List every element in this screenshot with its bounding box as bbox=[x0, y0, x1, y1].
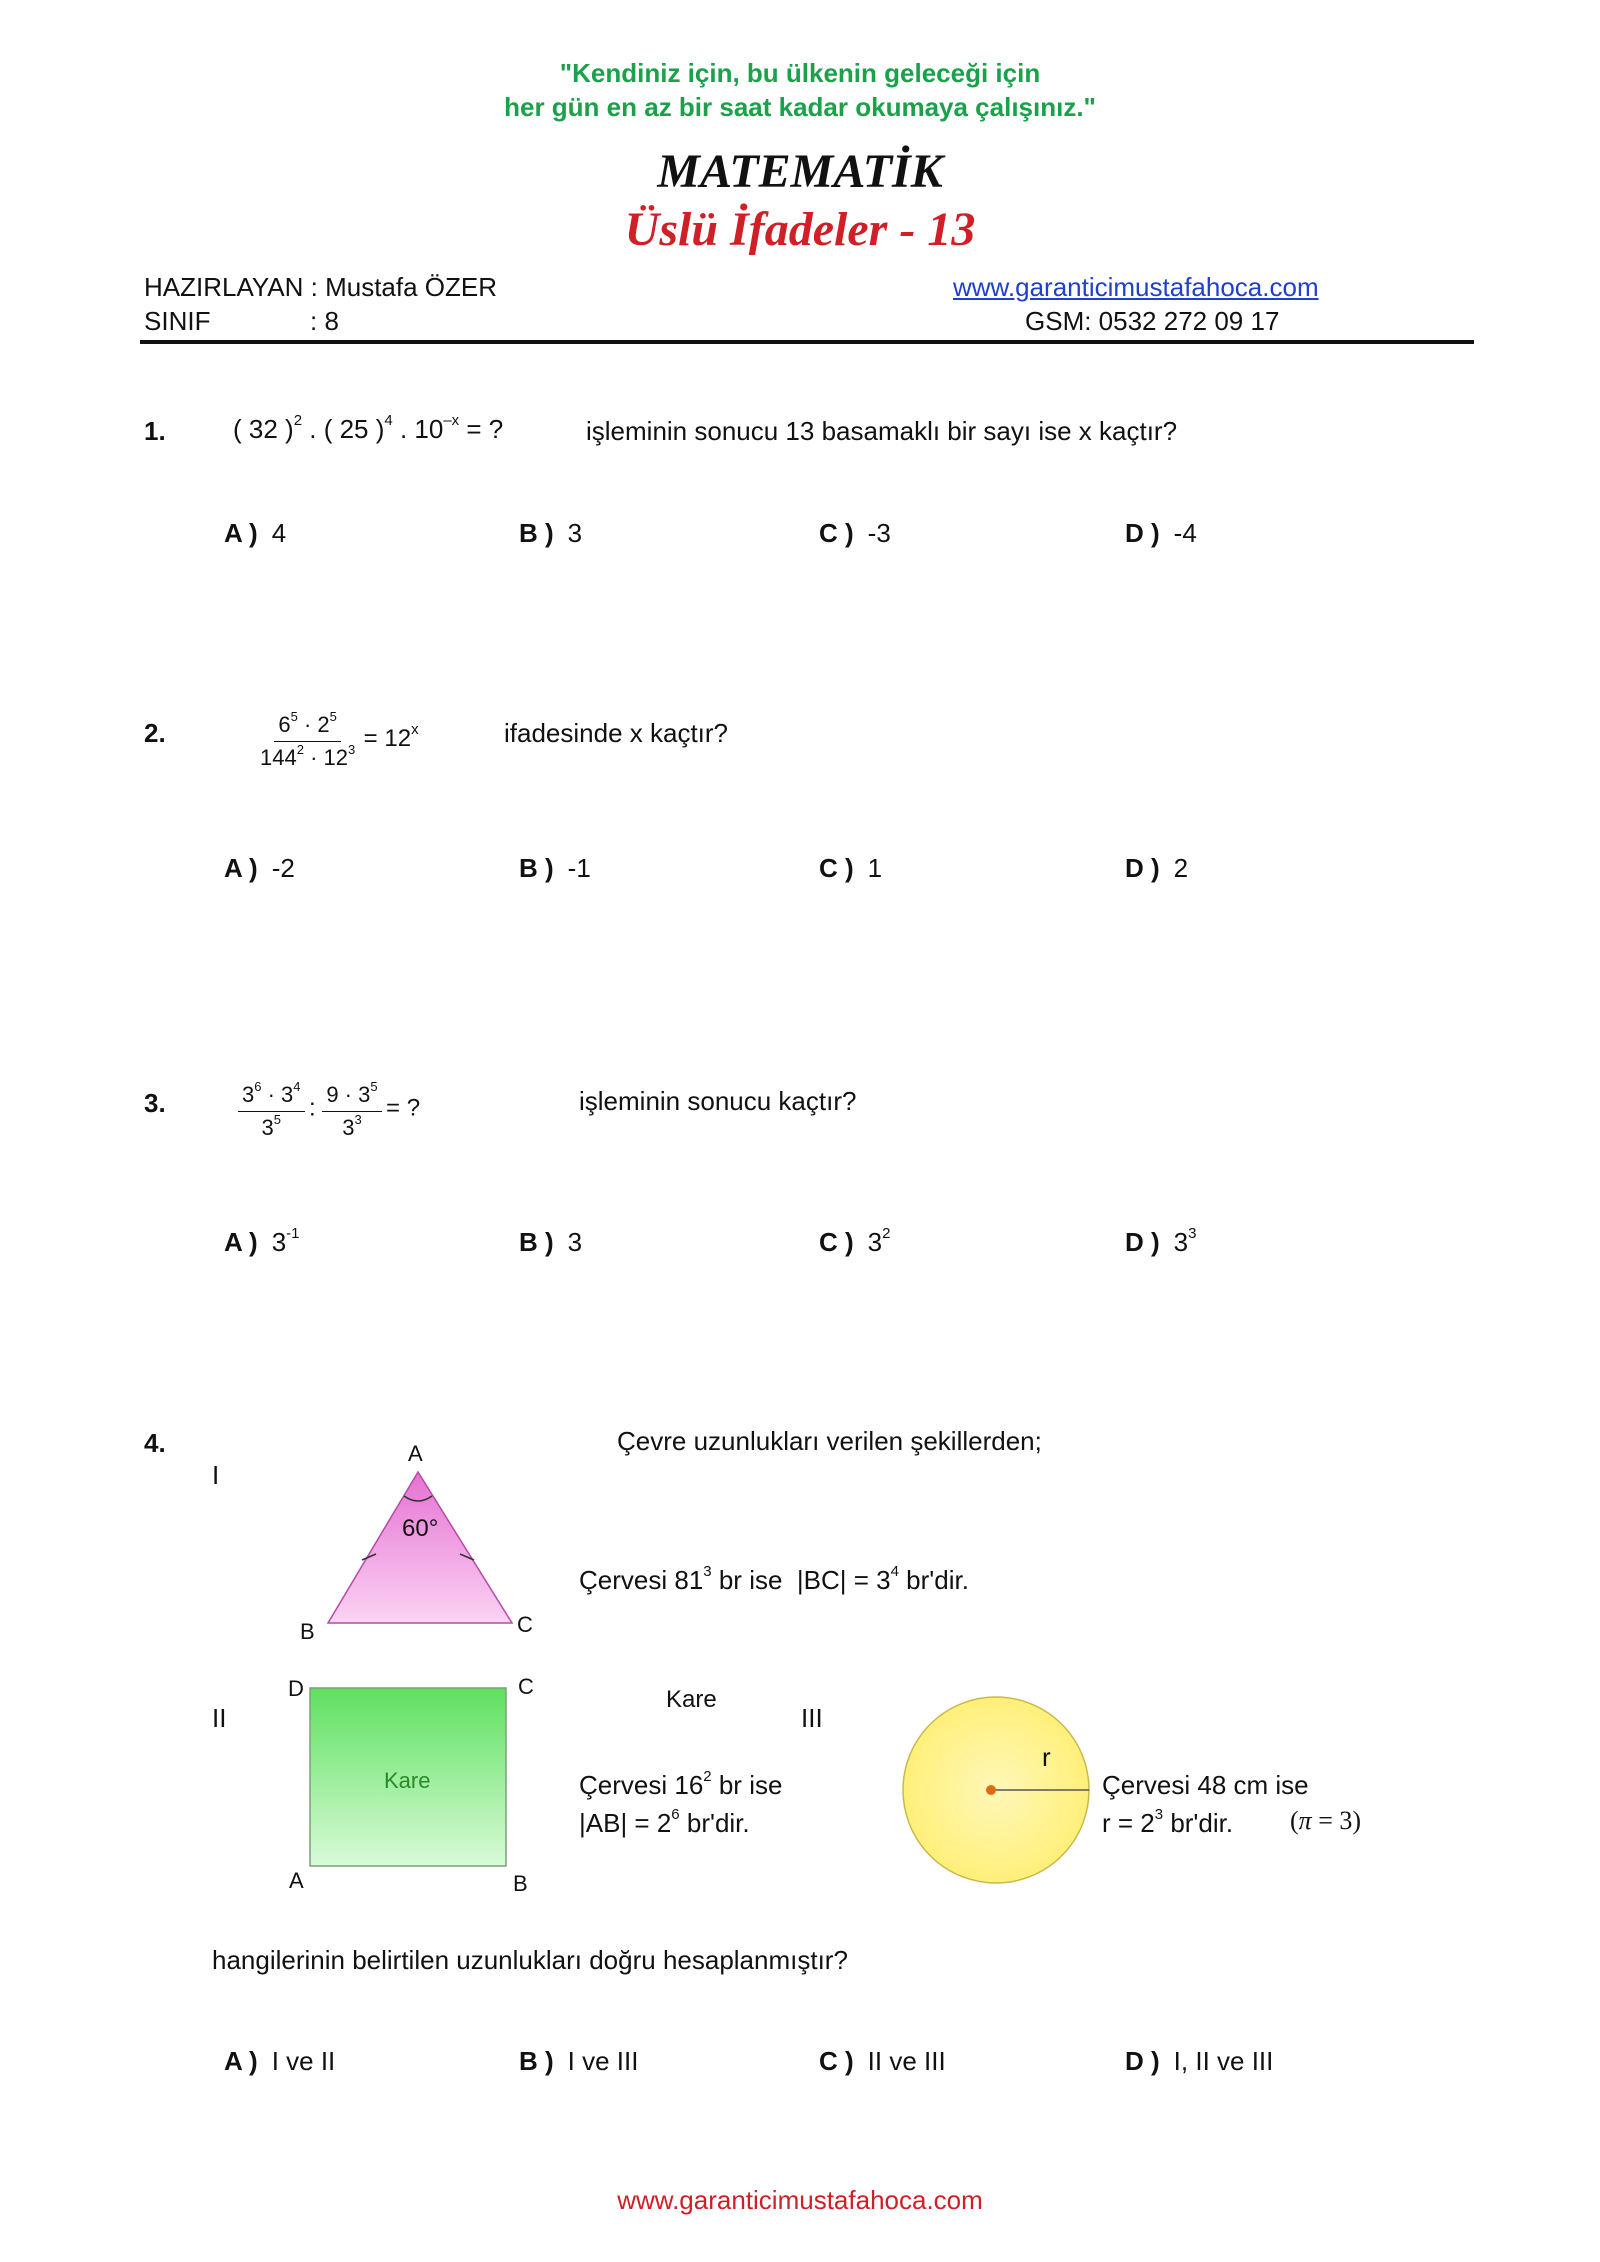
square-caption: Kare bbox=[666, 1686, 717, 1713]
square-vertex-a: A bbox=[289, 1868, 304, 1893]
figure-i-label: I bbox=[212, 1460, 220, 1490]
square-vertex-b: B bbox=[513, 1871, 528, 1896]
motto-line-2: her gün en az bir saat kadar okumaya çalışınız." bbox=[504, 92, 1096, 122]
triangle-vertex-c: C bbox=[517, 1612, 533, 1637]
figure-i-statement: Çervesi $81^3$ br ise $|BC| = 3^4$ br'dir. bbox=[579, 1563, 969, 1595]
topic-title: Üslü İfadeler - 13 bbox=[624, 203, 976, 256]
square-vertex-d: D bbox=[288, 1676, 304, 1701]
gsm-number: GSM: 0532 272 09 17 bbox=[1025, 306, 1280, 336]
circle-figure bbox=[898, 1692, 1094, 1888]
question-3-option-b[interactable]: B ) 3 bbox=[519, 1227, 583, 1257]
motto-line-1: "Kendiniz için, bu ülkenin geleceği için bbox=[559, 58, 1041, 88]
question-1-number: 1. bbox=[144, 416, 166, 446]
figure-ii-statement-1: Çervesi $16^2$ br ise bbox=[579, 1768, 783, 1800]
question-1-option-d[interactable]: D ) -4 bbox=[1125, 518, 1197, 548]
question-3-number: 3. bbox=[144, 1088, 166, 1118]
question-4-option-c[interactable]: C ) II ve III bbox=[819, 2046, 946, 2076]
question-1-text: işleminin sonucu 13 basamaklı bir sayı ise x kaçtır? bbox=[586, 416, 1178, 446]
subject-title: MATEMATİK bbox=[657, 145, 943, 198]
figure-iii-label: III bbox=[801, 1703, 823, 1733]
square-vertex-c: C bbox=[518, 1674, 534, 1699]
question-1-option-a[interactable]: A ) 4 bbox=[224, 518, 287, 548]
triangle-angle-label: 60° bbox=[402, 1515, 439, 1542]
question-3-text: işleminin sonucu kaçtır? bbox=[579, 1086, 857, 1116]
question-4-number: 4. bbox=[144, 1428, 166, 1458]
figure-ii-label: II bbox=[212, 1703, 227, 1733]
question-2-option-d[interactable]: D ) 2 bbox=[1125, 853, 1189, 883]
question-4-intro: Çevre uzunlukları verilen şekillerden; bbox=[617, 1426, 1042, 1456]
circle-radius-label: r bbox=[1042, 1742, 1051, 1772]
question-3-option-d[interactable]: D ) $3^3$ bbox=[1125, 1225, 1197, 1257]
question-2-text: ifadesinde x kaçtır? bbox=[504, 718, 729, 748]
class-label: SINIF bbox=[144, 306, 211, 336]
question-3-option-c[interactable]: C ) $3^2$ bbox=[819, 1225, 891, 1257]
question-4-option-d[interactable]: D ) I, II ve III bbox=[1125, 2046, 1274, 2076]
question-2-option-b[interactable]: B ) -1 bbox=[519, 853, 591, 883]
question-2-number: 2. bbox=[144, 718, 166, 748]
question-4-option-a[interactable]: A ) I ve II bbox=[224, 2046, 336, 2076]
footer-website[interactable]: www.garanticimustafahoca.com bbox=[617, 2185, 983, 2215]
square-inner-label: Kare bbox=[384, 1768, 431, 1793]
triangle-vertex-b: B bbox=[300, 1619, 315, 1644]
author-label: HAZIRLAYAN : Mustafa ÖZER bbox=[144, 272, 498, 302]
question-1-expression: ( 32 )$^2$ . ( 25 )$^4$ . $10^{-x}$ = ? bbox=[233, 412, 504, 444]
website-link[interactable]: www.garanticimustafahoca.com bbox=[953, 272, 1319, 302]
question-1-option-c[interactable]: C ) -3 bbox=[819, 518, 891, 548]
header-divider bbox=[140, 340, 1474, 344]
question-4-option-b[interactable]: B ) I ve III bbox=[519, 2046, 639, 2076]
question-1-option-b[interactable]: B ) 3 bbox=[519, 518, 583, 548]
question-3-option-a[interactable]: A ) $3^{-1}$ bbox=[224, 1225, 300, 1257]
figure-iii-statement-1: Çervesi 48 cm ise bbox=[1102, 1770, 1309, 1800]
question-3-expression: $\frac{3^6 \cdot 3^4}{3^5}$ : $\frac{9 \cdot 3^5}{3^3}$ = ? bbox=[238, 1082, 420, 1141]
question-2-option-c[interactable]: C ) 1 bbox=[819, 853, 883, 883]
figure-ii-statement-2: $|AB| = 2^6$ br'dir. bbox=[579, 1806, 750, 1838]
class-value: : 8 bbox=[310, 306, 339, 336]
question-2-option-a[interactable]: A ) -2 bbox=[224, 853, 295, 883]
figure-iii-statement-2: $r = 2^3$ br'dir. bbox=[1102, 1806, 1234, 1838]
pi-note: (π = 3) bbox=[1290, 1806, 1362, 1835]
question-2-expression: $\frac{6^5 \cdot 2^5}{144^2 \cdot 12^3}$ = $12^x$ bbox=[260, 708, 419, 770]
triangle-vertex-a: A bbox=[408, 1441, 423, 1466]
question-4-text: hangilerinin belirtilen uzunlukları doğru hesaplanmıştır? bbox=[212, 1945, 848, 1975]
